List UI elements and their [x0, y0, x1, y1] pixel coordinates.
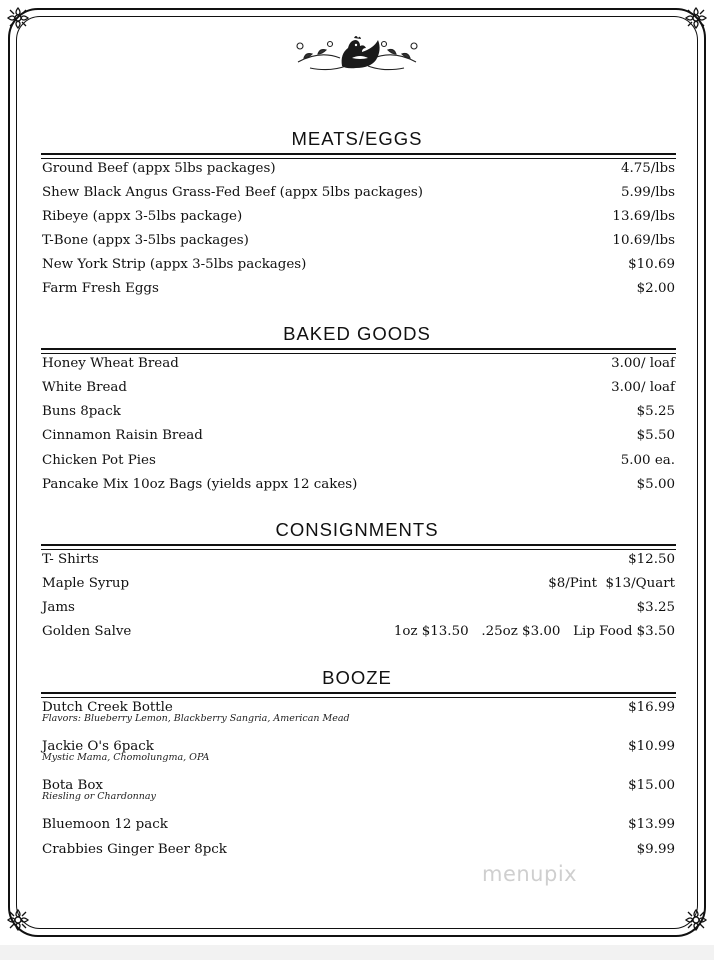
- menu-item: [42, 206, 675, 228]
- menu-item: [42, 450, 675, 472]
- section-title-meats: MEATS/EGGS: [291, 128, 423, 149]
- item-name: White Bread: [42, 380, 127, 395]
- item-description: Flavors: Blueberry Lemon, Blackberry Sangria, American Mead: [42, 713, 350, 724]
- item-name: Dutch Creek Bottle: [42, 700, 173, 715]
- item-name: Ribeye (appx 3-5lbs package): [42, 209, 243, 224]
- menu-item: [42, 401, 675, 423]
- item-name: Maple Syrup: [42, 576, 130, 591]
- menu-item: [42, 254, 675, 276]
- floral-corner-ornament-icon: [4, 906, 32, 934]
- item-price: $12.50: [628, 552, 675, 567]
- item-name: Honey Wheat Bread: [42, 356, 179, 371]
- item-price: $5.25: [636, 404, 675, 419]
- floral-corner-ornament-icon: [682, 906, 710, 934]
- item-name: Bluemoon 12 pack: [42, 817, 168, 832]
- menu-item: [42, 775, 675, 802]
- section-title-consignments: CONSIGNMENTS: [275, 519, 439, 540]
- menu-item: [42, 697, 675, 724]
- floral-corner-ornament-icon: [682, 4, 710, 32]
- menu-item: [42, 839, 675, 861]
- item-description: Mystic Mama, Chomolungma, OPA: [42, 752, 210, 763]
- item-price: 3.00/ loaf: [611, 380, 675, 395]
- item-price: $13.99: [628, 817, 675, 832]
- item-name: Chicken Pot Pies: [42, 453, 156, 468]
- item-price: $16.99: [628, 700, 675, 715]
- rooster-floral-emblem-icon: [290, 32, 424, 76]
- item-price: $8/Pint $13/Quart: [548, 576, 675, 591]
- item-price: $15.00: [628, 778, 675, 793]
- item-price: 3.00/ loaf: [611, 356, 675, 371]
- item-price: 4.75/lbs: [620, 161, 675, 176]
- menu-item: [42, 182, 675, 204]
- item-price: $10.99: [628, 739, 675, 754]
- item-name: Bota Box: [42, 778, 103, 793]
- menu-item: [42, 736, 675, 763]
- item-name: Cinnamon Raisin Bread: [42, 428, 203, 443]
- item-name: T-Bone (appx 3-5lbs packages): [42, 233, 249, 248]
- item-name: Jams: [42, 600, 75, 615]
- item-name: Ground Beef (appx 5lbs packages): [42, 161, 276, 176]
- watermark: menupix: [482, 862, 578, 886]
- section-title-booze: BOOZE: [322, 667, 392, 688]
- section-title-baked-goods: BAKED GOODS: [283, 323, 431, 344]
- item-price: 1oz $13.50 .25oz $3.00 Lip Food $3.50: [393, 624, 675, 639]
- menu-item: [42, 814, 675, 836]
- item-name: Golden Salve: [42, 624, 132, 639]
- item-name: T- Shirts: [42, 552, 99, 567]
- item-name: Farm Fresh Eggs: [42, 281, 159, 296]
- item-name: Crabbies Ginger Beer 8pck: [42, 842, 227, 857]
- item-price: 10.69/lbs: [612, 233, 675, 248]
- menu-item: [42, 549, 675, 571]
- item-name: Pancake Mix 10oz Bags (yields appx 12 cakes): [42, 477, 358, 492]
- floral-corner-ornament-icon: [4, 4, 32, 32]
- menu-item: [42, 158, 675, 180]
- menu-item: [42, 573, 675, 595]
- item-price: 5.99/lbs: [620, 185, 675, 200]
- bottom-strip: [0, 945, 714, 960]
- menu-item: [42, 597, 675, 619]
- item-name: Buns 8pack: [42, 404, 121, 419]
- item-price: 13.69/lbs: [612, 209, 675, 224]
- item-name: Jackie O's 6pack: [42, 739, 154, 754]
- item-price: $2.00: [636, 281, 675, 296]
- menu-item: [42, 377, 675, 399]
- menu-item: [42, 278, 675, 300]
- item-price: $10.69: [628, 257, 675, 272]
- menu-item: [42, 353, 675, 375]
- menu-item: [42, 230, 675, 252]
- menu-item: [42, 621, 675, 643]
- item-name: New York Strip (appx 3-5lbs packages): [42, 257, 307, 272]
- item-price: $5.50: [636, 428, 675, 443]
- item-price: $5.00: [636, 477, 675, 492]
- item-price: 5.00 ea.: [620, 453, 675, 468]
- item-price: $9.99: [636, 842, 675, 857]
- menu-item: [42, 425, 675, 447]
- item-price: $3.25: [636, 600, 675, 615]
- item-name: Shew Black Angus Grass-Fed Beef (appx 5lbs packages): [42, 185, 424, 200]
- menu-item: [42, 474, 675, 496]
- item-description: Riesling or Chardonnay: [42, 791, 156, 802]
